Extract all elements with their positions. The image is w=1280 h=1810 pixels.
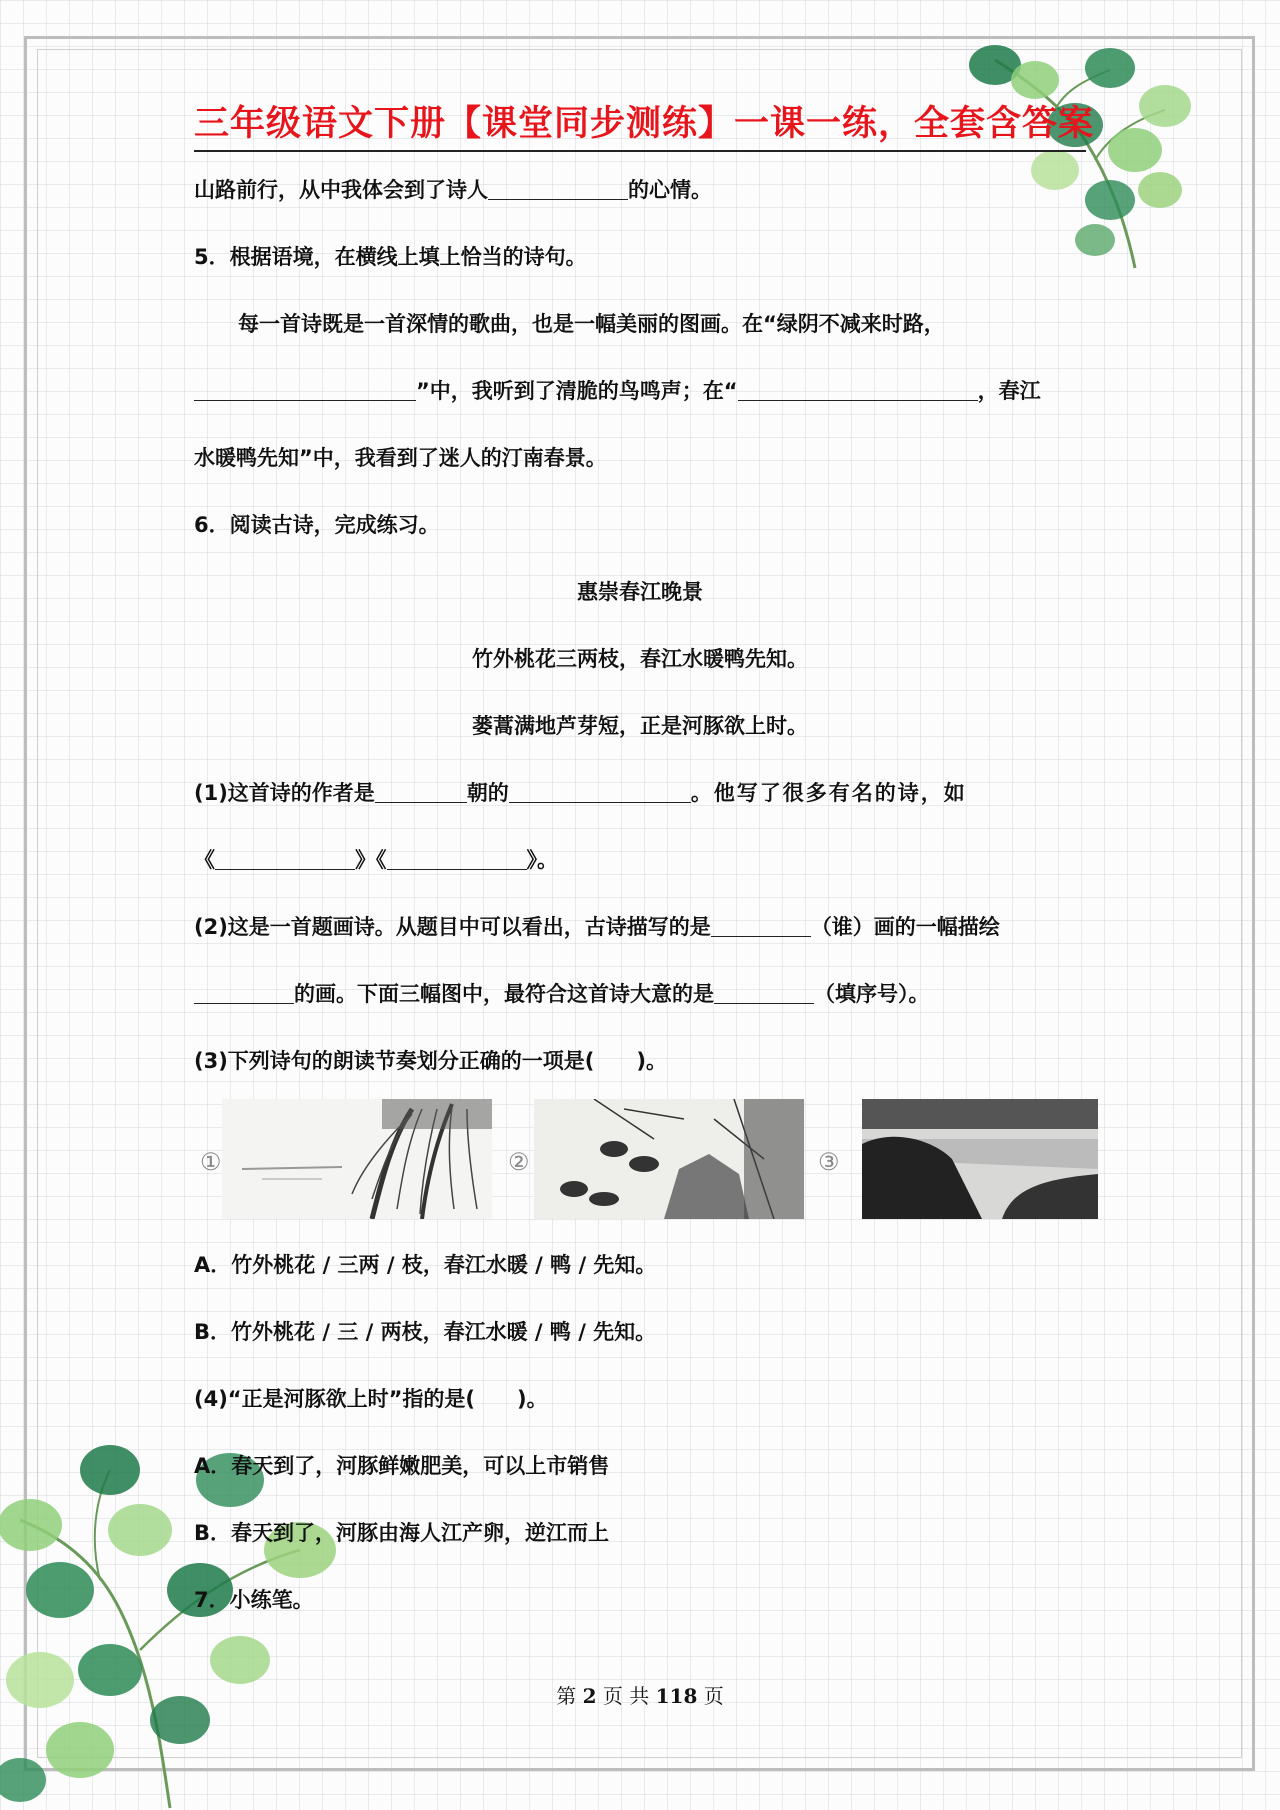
sub-question-3: (3)下列诗句的朗读节奏划分正确的一项是( )。 — [194, 1049, 668, 1073]
page-number: 2 — [582, 1684, 597, 1708]
text-line: 《 》《 》。 — [194, 848, 558, 872]
answer-blank[interactable] — [714, 981, 814, 1004]
answer-blank[interactable] — [194, 981, 294, 1004]
sub-question-4: (4)“正是河豚欲上时”指的是( )。 — [194, 1387, 548, 1411]
question-5: 5．根据语境，在横线上填上恰当的诗句。 — [194, 245, 587, 269]
poem-title: 惠崇春江晚景 — [577, 580, 703, 604]
page-title: 三年级语文下册【课堂同步测练】一课一练，全套含答案 — [194, 104, 1095, 144]
text-line: ”中，我听到了清脆的鸟鸣声；在“ ，春江 — [194, 376, 1041, 406]
page-footer: 第 2 页 共 118 页 — [556, 1684, 724, 1708]
leaf-decoration-top-right-icon — [935, 40, 1225, 270]
total-pages: 118 — [655, 1684, 698, 1708]
answer-blank[interactable] — [711, 914, 811, 937]
title-divider — [194, 150, 1086, 152]
answer-blank[interactable] — [387, 847, 527, 870]
text-line: 水暖鸭先知”中，我看到了迷人的汀南春景。 — [194, 446, 607, 470]
option-b[interactable]: B．竹外桃花 / 三 / 两枝，春江水暖 / 鸭 / 先知。 — [194, 1320, 657, 1344]
figure-ducks-bamboo-image[interactable] — [534, 1099, 804, 1219]
sub-question-2: (2)这是一首题画诗。从题目中可以看出，古诗描写的是 （谁）画的一幅描绘 — [194, 915, 1000, 939]
text-line: 的画。下面三幅图中，最符合这首诗大意的是 （填序号）。 — [194, 979, 930, 1009]
option-b[interactable]: B．春天到了，河豚由海人江产卵，逆江而上 — [194, 1521, 610, 1545]
text-line: 山路前行，从中我体会到了诗人 的心情。 — [194, 178, 712, 202]
answer-blank[interactable] — [375, 780, 467, 803]
answer-blank[interactable] — [738, 378, 978, 401]
answer-blank[interactable] — [194, 378, 416, 401]
question-7: 7．小练笔。 — [194, 1588, 314, 1612]
answer-blank[interactable] — [215, 847, 355, 870]
option-a[interactable]: A．春天到了，河豚鲜嫩肥美，可以上市销售 — [194, 1454, 610, 1478]
answer-blank[interactable] — [509, 780, 691, 803]
poem-line-1: 竹外桃花三两枝，春江水暖鸭先知。 — [472, 647, 808, 671]
text-line: 每一首诗既是一首深情的歌曲，也是一幅美丽的图画。在“绿阴不减来时路， — [238, 312, 945, 336]
sub-question-1: (1)这首诗的作者是 朝的 。他写了很多有名的诗，如 — [194, 781, 967, 805]
figure-number: ③ — [818, 1148, 840, 1176]
figure-river-landscape-image[interactable] — [845, 1099, 1115, 1219]
answer-blank[interactable] — [488, 177, 628, 200]
poem-line-2: 蒌蒿满地芦芽短，正是河豚欲上时。 — [472, 714, 808, 738]
figure-willow-image[interactable] — [222, 1099, 492, 1219]
figure-number: ① — [200, 1148, 222, 1176]
question-6: 6．阅读古诗，完成练习。 — [194, 513, 440, 537]
option-a[interactable]: A．竹外桃花 / 三两 / 枝，春江水暖 / 鸭 / 先知。 — [194, 1253, 657, 1277]
figure-number: ② — [508, 1148, 530, 1176]
